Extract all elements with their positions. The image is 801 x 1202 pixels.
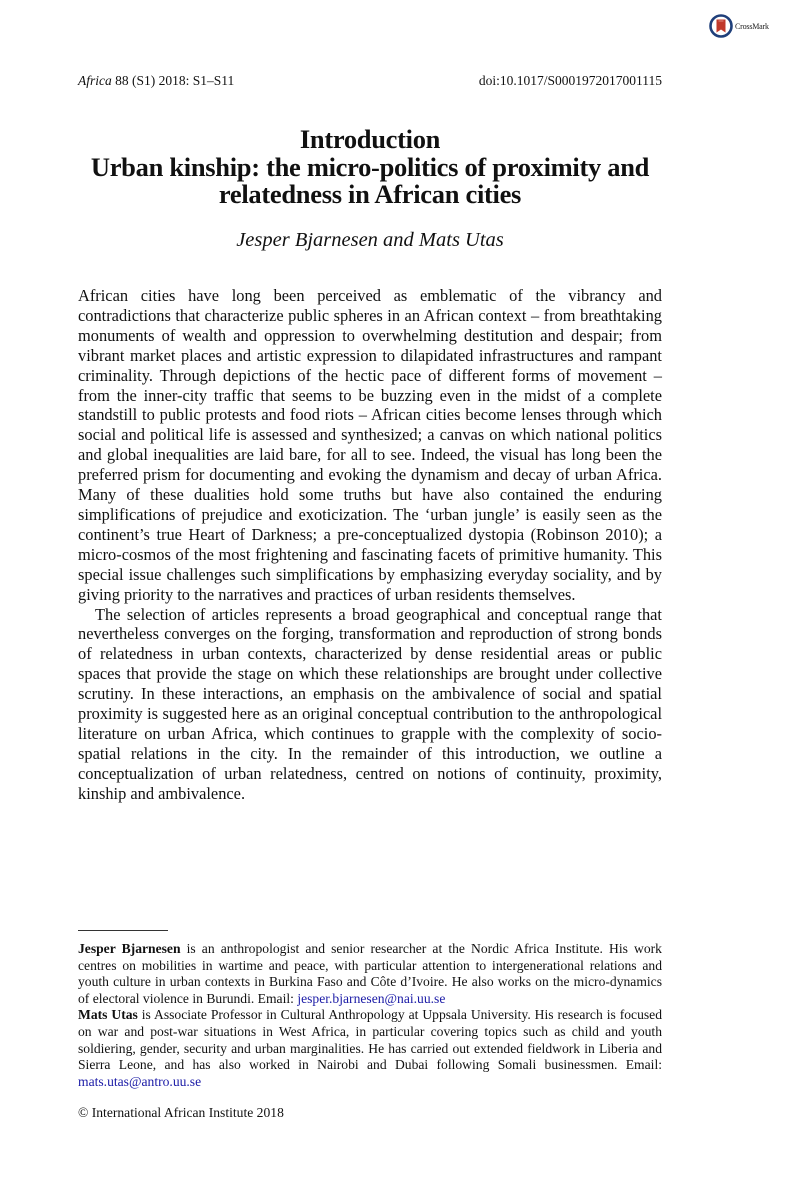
article-title [78,126,662,209]
title-line: Urban kinship: the micro-politics of proximity and [90,151,650,182]
email-link[interactable]: jesper.bjarnesen@nai.uu.se [297,990,446,1006]
author-note [78,1007,662,1090]
author-names: Jesper Bjarnesen and Mats Utas [236,229,504,251]
crossmark-label: CrossMark [735,21,769,31]
journal-name: Africa [78,73,112,88]
author-note-text: is an anthropologist and senior researcher at the Nordic Africa Institute. His work centres on mobilities in wartime and peace, with particular attention to intergenerational relations and youth culture in urban contexts in Burkina Faso and Côte d’Ivoire. He also works on the micro-dynamics of electoral violence in Burundi. Email: [78,941,662,1006]
crossmark-badge[interactable] [709,14,769,38]
author-notes [78,941,662,1090]
footnote-divider [78,930,168,931]
paragraph: African cities have long been perceived as emblematic of the vibrancy and contradictions that characterize public spheres in an African context – from breathtaking monuments of wealth and oppression to overwhelming destitution and despair; from vibrant market places and artistic expression to dilapidated infrastructures and rampant criminality. Through depictions of the hectic pace of different forms of movement – from the inner-city traffic that seems to be buzzing even in the midst of a complete standstill to public protests and food riots – African cities become lenses through which social and political life is assessed and synthesized; a canvas on which national politics and global inequalities are laid bare, for all to see. Indeed, the visual has long been the preferred prism for documenting and evoking the dynamism and decay of urban Africa. Many of these dualities hold some truths but have also contained the enduring simplifications of prejudice and exoticization. The ‘urban jungle’ is easily seen as the continent’s true Heart of Darkness; a pre-conceptualized dystopia (Robinson 2010); a micro-cosmos of the most frightening and fascinating facets of primitive humanity. This special issue challenges such simplifications by emphasizing everyday sociality, and by giving priority to the narratives and practices of urban residents themselves. [78,286,662,604]
title-line: Introduction [299,124,441,154]
author-note-name: Mats Utas [78,1007,138,1023]
title-line: relatedness in African cities [218,179,522,209]
paragraph: The selection of articles represents a broad geographical and conceptual range that nevertheless converges on the forging, transformation and reproduction of strong bonds of relatedness in urban contexts, characterized by dense residential areas or public spaces that provide the stage on which these relationships are brought under collective scrutiny. In these interactions, an emphasis on the ambivalence of social and spatial proximity is suggested here as an original conceptual contribution to the anthropological literature on urban Africa, which continues to grapple with the complexity of socio-spatial relations in the city. In the remainder of this introduction, we outline a conceptualization of urban relatedness, centred on notions of continuity, proximity, kinship and ambivalence. [78,604,662,803]
running-head [78,73,662,89]
journal-citation [78,73,234,89]
author-note-name: Jesper Bjarnesen [78,941,181,956]
article-body [78,286,662,804]
doi: doi:10.1017/S0001972017001115 [478,73,662,88]
volume-pages: 88 (S1) 2018: S1–S11 [111,73,235,88]
email-link[interactable]: mats.utas@antro.uu.se [78,1073,202,1089]
copyright-notice: © International African Institute 2018 [78,1105,284,1120]
author-note-text: is Associate Professor in Cultural Anthropology at Uppsala University. His research is focused on war and post-war situations in West Africa, in particular covering topics such as child and youth soldiering, gender, security and urban marginalities. He has carried out extended fieldwork in Liberia and Sierra Leone, and has also worked in Nairobi and Dubai following Somali businessmen. Email: [78,1007,662,1073]
author-note [78,941,662,1007]
crossmark-icon [709,14,733,38]
